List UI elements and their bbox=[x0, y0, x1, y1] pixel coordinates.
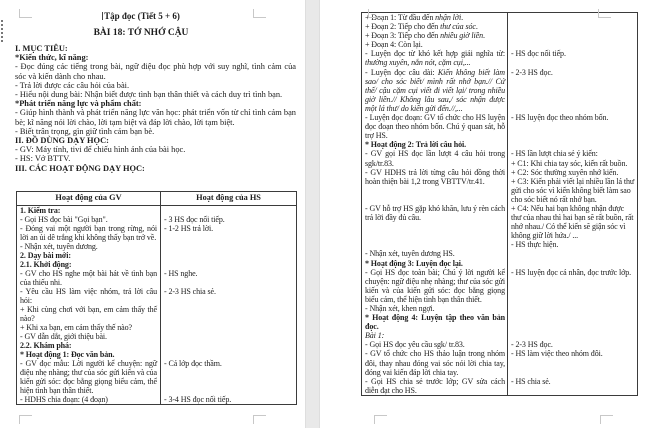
hs-cell bbox=[508, 259, 638, 268]
table-row bbox=[362, 268, 638, 304]
hs-cell bbox=[508, 40, 638, 49]
gv-cell bbox=[362, 68, 508, 113]
text-run: thư của sóc bbox=[440, 22, 476, 32]
cursor-mark bbox=[102, 12, 103, 20]
text-run: 2. Dạy bài mới: bbox=[20, 251, 71, 260]
text-run: - Gọi HS đọc toàn bài; Chú ý lời người kể chuyện: ngữ điệu nhẹ nhàng; thư của sóc gửi kiến và của kiến gửi sóc: đọc bằng giọng biểu cảm, thể hiện tình bạn thân thiết. bbox=[365, 267, 505, 304]
document-page-right bbox=[320, 0, 650, 428]
text-run: - Hiểu nội dung bài: Nhận biết được tình bạn thân thiết và cách duy trì tình bạn. bbox=[15, 90, 283, 100]
hs-cell bbox=[508, 31, 638, 40]
lesson-title-text: Tập đọc (Tiết 5 + 6) bbox=[104, 11, 180, 21]
table-row bbox=[17, 269, 297, 287]
hs-cell bbox=[508, 68, 638, 113]
text-run: - Cả lớp đọc thầm. bbox=[164, 359, 222, 368]
margin-mark bbox=[598, 9, 611, 18]
table-row bbox=[362, 40, 638, 49]
text-run: - HS: Vở BTTV. bbox=[15, 154, 71, 164]
table-row bbox=[362, 140, 638, 149]
margin-mark bbox=[19, 415, 32, 424]
text-run: - 2-3 HS đọc. bbox=[511, 67, 553, 77]
text-run: - Gọi HS đọc yêu cầu sgk/ tr.83. bbox=[365, 340, 465, 350]
hs-cell bbox=[161, 350, 297, 359]
text-run: + Khi xa bạn, em cảm thấy thế nào? bbox=[20, 323, 132, 332]
table-row bbox=[362, 249, 638, 258]
table-row bbox=[362, 113, 638, 140]
table-row bbox=[362, 313, 638, 331]
text-run: - HS nghe. bbox=[164, 269, 198, 278]
paragraph bbox=[20, 206, 157, 215]
hs-cell bbox=[161, 305, 297, 323]
text-run: - GV gọi HS đọc lần lượt 4 câu hỏi trong sgk/tr.83. bbox=[365, 149, 505, 168]
text-run: - Đọc đúng các tiếng trong bài, ngữ điệu đọc phù hợp với suy nghĩ, tình cảm của sóc và kiến dành cho nhau. bbox=[15, 62, 296, 81]
paragraph bbox=[15, 136, 296, 145]
gv-cell bbox=[362, 13, 508, 23]
paragraph bbox=[365, 68, 505, 113]
table-row bbox=[17, 215, 297, 224]
table-row bbox=[17, 305, 297, 323]
paragraph bbox=[15, 145, 296, 154]
paragraph bbox=[511, 268, 635, 277]
paragraph bbox=[164, 395, 293, 404]
text-run: - 1-2 HS trả lời. bbox=[164, 224, 213, 233]
lesson-subtitle: BÀI 18: TỚ NHỚ CẬU bbox=[93, 28, 189, 38]
table-row bbox=[17, 341, 297, 350]
gv-cell bbox=[362, 304, 508, 313]
margin-mark bbox=[368, 9, 381, 18]
paragraph bbox=[20, 350, 157, 359]
lesson-title bbox=[14, 11, 268, 22]
table-row bbox=[17, 224, 297, 242]
text-run: - Yêu cầu HS làm việc nhóm, trả lời câu hỏi: bbox=[20, 287, 157, 305]
text-run: *Kiến thức, kĩ năng: bbox=[15, 53, 89, 63]
hs-cell bbox=[508, 113, 638, 140]
hs-cell bbox=[508, 22, 638, 31]
gv-cell bbox=[17, 215, 161, 224]
text-run: * Hoạt động 1: Đọc văn bản. bbox=[20, 350, 115, 359]
hs-cell bbox=[161, 341, 297, 350]
paragraph bbox=[20, 287, 157, 305]
text-run: . bbox=[482, 31, 485, 41]
table-row bbox=[362, 204, 638, 249]
text-run: - GV hỗ trợ HS gặp khó khăn, lưu ý rèn cách trả lời đầy đủ câu. bbox=[365, 203, 505, 223]
paragraph bbox=[511, 240, 635, 249]
hs-cell bbox=[508, 268, 638, 304]
text-run: * Hoạt động 3: Luyện đọc lại. bbox=[365, 258, 463, 268]
gv-cell bbox=[362, 49, 508, 67]
table-row bbox=[362, 377, 638, 396]
text-run: - HS làm việc theo nhóm đôi. bbox=[511, 349, 603, 359]
gv-cell bbox=[362, 313, 508, 331]
gv-cell bbox=[17, 359, 161, 395]
table-row bbox=[17, 395, 297, 405]
paragraph bbox=[164, 215, 293, 224]
table-row bbox=[362, 49, 638, 67]
hs-cell bbox=[161, 206, 297, 216]
margin-mark bbox=[19, 9, 32, 18]
gv-cell bbox=[362, 168, 508, 204]
text-run: - HS chia sẻ. bbox=[511, 376, 551, 386]
paragraph bbox=[365, 313, 505, 331]
table-row bbox=[362, 340, 638, 349]
gv-cell bbox=[17, 269, 161, 287]
paragraph bbox=[365, 49, 505, 67]
paragraph bbox=[20, 332, 157, 341]
table-row bbox=[17, 323, 297, 332]
hs-cell bbox=[508, 313, 638, 331]
text-run: - Trả lời được các câu hỏi của bài. bbox=[15, 80, 130, 90]
paragraph bbox=[20, 341, 157, 350]
paragraph bbox=[20, 260, 157, 269]
paragraph bbox=[15, 154, 296, 163]
hs-cell bbox=[161, 260, 297, 269]
table-row bbox=[17, 350, 297, 359]
text-run: - 3-4 HS đọc nối tiếp. bbox=[164, 395, 232, 404]
text-run: + Đoạn 1: Từ đầu đến bbox=[365, 13, 436, 22]
paragraph bbox=[365, 304, 505, 313]
gv-cell bbox=[17, 332, 161, 341]
hs-cell bbox=[508, 304, 638, 313]
gv-cell bbox=[362, 113, 508, 140]
table-row bbox=[17, 242, 297, 251]
paragraph bbox=[511, 159, 635, 168]
paragraph bbox=[511, 168, 635, 177]
paragraph bbox=[365, 40, 505, 49]
paragraph bbox=[365, 140, 505, 149]
paragraph bbox=[20, 395, 157, 404]
text-run: nhận lời bbox=[435, 13, 462, 22]
paragraph bbox=[164, 287, 293, 296]
paragraph bbox=[20, 359, 157, 395]
paragraph bbox=[365, 377, 505, 395]
text-run: - 2-3 HS chia sẻ. bbox=[164, 287, 216, 296]
hs-cell bbox=[161, 269, 297, 287]
paragraph bbox=[164, 224, 293, 233]
paragraph bbox=[15, 99, 296, 108]
table-header-row bbox=[17, 192, 297, 206]
paragraph bbox=[365, 259, 505, 268]
table-row bbox=[17, 359, 297, 395]
text-run: + C3: Kiến phải viết lại nhiều lần lá thư gửi cho sóc vì kiến không biết làm sao cho sóc biết nó rất nhớ bạn. bbox=[511, 176, 635, 204]
gv-cell bbox=[17, 242, 161, 251]
text-run: - Gọi HS đọc bài "Gọi bạn". bbox=[20, 215, 108, 224]
hs-cell bbox=[161, 251, 297, 260]
text-run: - HDHS chia đoạn: (4 đoạn) bbox=[20, 395, 108, 404]
text-run: - GV: Máy tính, tivi để chiếu hình ảnh của bài học. bbox=[15, 145, 186, 155]
paragraph bbox=[20, 242, 157, 251]
hs-cell bbox=[508, 331, 638, 340]
hs-cell bbox=[508, 140, 638, 149]
text-run: - 2-3 HS đọc. bbox=[511, 340, 553, 350]
text-run: - Nhận xét, tuyên dương HS. bbox=[365, 249, 455, 259]
text-run: * Hoạt động 2: Trả lời câu hỏi. bbox=[365, 140, 467, 150]
gv-cell bbox=[362, 259, 508, 268]
text-run: - GV HDHS trả lời từng câu hỏi đồng thời hoàn thiện bài 1,2 trong VBTTV/tr.41. bbox=[365, 167, 505, 186]
gv-cell bbox=[17, 305, 161, 323]
text-run: - Nhận xét, tuyên dương. bbox=[20, 242, 98, 251]
table-row bbox=[362, 31, 638, 40]
text-run: * Hoạt động 4: Luyện tập theo văn bản đọc. bbox=[365, 313, 505, 332]
gv-cell bbox=[17, 224, 161, 242]
paragraph bbox=[15, 164, 296, 173]
gv-cell bbox=[17, 395, 161, 405]
text-run: - HS đọc nối tiếp. bbox=[511, 49, 566, 59]
paragraph bbox=[20, 224, 157, 242]
text-run: - 3 HS đọc nối tiếp. bbox=[164, 215, 225, 224]
hs-cell bbox=[508, 13, 638, 23]
text-run: . bbox=[461, 13, 463, 22]
table-row bbox=[362, 259, 638, 268]
text-run: - HS luyện đọc cá nhân, đọc trước lớp. bbox=[511, 267, 632, 277]
paragraph bbox=[365, 340, 505, 349]
hs-cell bbox=[161, 395, 297, 405]
hs-cell bbox=[508, 204, 638, 249]
intro-section bbox=[15, 44, 296, 173]
paragraph bbox=[365, 349, 505, 376]
text-run: nhiều giờ liền bbox=[440, 31, 483, 41]
paragraph bbox=[164, 359, 293, 368]
text-run: 2.2. Khám phá: bbox=[20, 341, 72, 350]
text-run: + C4: Nếu hai bạn không nhận được thư của nhau thì hai bạn sẽ rất buồn, rất nhớ nhau./ Có thể kiến sẽ giận sóc vì không giữ lời hứa./ ... bbox=[511, 203, 634, 241]
table-row bbox=[17, 332, 297, 341]
activities-table-right bbox=[361, 12, 638, 396]
gv-cell bbox=[17, 350, 161, 359]
document-page-left bbox=[0, 0, 305, 428]
text-run: - GV tổ chức cho HS thảo luận trong nhóm đôi, thay nhau đóng vai sóc nói lời chia tay, đóng vai kiến đáp lời chia tay. bbox=[365, 349, 505, 377]
gv-cell bbox=[362, 340, 508, 349]
text-run: + C2: Sóc thường xuyên nhớ kiến. bbox=[511, 167, 619, 177]
text-run: - GV dẫn dắt, giới thiệu bài. bbox=[20, 332, 107, 341]
hs-cell bbox=[161, 242, 297, 251]
table-row bbox=[362, 349, 638, 376]
text-run: - GV cho HS nghe một bài hát về tình bạn của thiếu nhi. bbox=[20, 269, 157, 287]
text-run: + Khi cùng chơi với bạn, em cảm thấy thế nào? bbox=[20, 305, 157, 323]
gv-cell bbox=[362, 22, 508, 31]
text-run: - Luyện đọc từ khó kết hợp giải nghĩa từ: bbox=[365, 49, 505, 59]
gv-cell bbox=[362, 377, 508, 396]
table-row bbox=[362, 331, 638, 340]
paragraph bbox=[15, 108, 296, 126]
text-run: 1. Kiểm tra: bbox=[20, 206, 61, 215]
paragraph bbox=[20, 251, 157, 260]
margin-mark bbox=[253, 9, 266, 18]
text-run: - Gọi HS chia sẻ trước lớp; GV sửa cách diễn đạt cho HS. bbox=[365, 376, 505, 395]
hs-cell bbox=[161, 287, 297, 305]
text-run: - Giúp hình thành và phát triển năng lực văn học: phát triển vốn từ chỉ tình cảm bạn bè; kĩ năng nói lời chào, lời tạm biệt và đáp lời chào, lời tạm biệt. bbox=[15, 108, 296, 127]
text-run: III. CÁC HOẠT ĐỘNG DẠY HỌC: bbox=[15, 163, 145, 173]
text-run: Bài 1: bbox=[365, 331, 385, 341]
hs-cell bbox=[161, 332, 297, 341]
margin-mark bbox=[253, 415, 266, 424]
paragraph bbox=[511, 377, 635, 386]
paragraph bbox=[365, 31, 505, 40]
hs-cell bbox=[161, 224, 297, 242]
text-run: thường xuyên, nắn nót, cặm cụi,... bbox=[365, 58, 471, 68]
margin-mark bbox=[374, 415, 387, 424]
table-row bbox=[362, 68, 638, 113]
paragraph bbox=[365, 149, 505, 167]
hs-cell bbox=[161, 215, 297, 224]
paragraph bbox=[511, 340, 635, 349]
paragraph bbox=[15, 53, 296, 62]
paragraph bbox=[15, 81, 296, 90]
text-run: - Luyện đọc đoạn: GV tổ chức cho HS luyện đọc đoạn theo nhóm bốn. Chú ý quan sát, hỗ trợ HS. bbox=[365, 113, 505, 141]
paragraph bbox=[20, 269, 157, 287]
gv-cell bbox=[17, 323, 161, 332]
table-row bbox=[362, 168, 638, 204]
table-row bbox=[17, 206, 297, 216]
paragraph bbox=[365, 168, 505, 186]
hs-cell bbox=[161, 359, 297, 395]
table-row bbox=[17, 260, 297, 269]
paragraph bbox=[511, 204, 635, 240]
text-run: - Đóng vai một người bạn trong rừng, nói lời an ủi dê trắng khi không thấy bạn trở về. bbox=[20, 224, 157, 242]
paragraph bbox=[365, 13, 505, 22]
gv-cell bbox=[362, 140, 508, 149]
text-run: + Đoạn 2: Tiếp cho đến bbox=[365, 22, 441, 32]
text-run: . bbox=[475, 22, 478, 32]
hs-cell bbox=[508, 377, 638, 396]
text-run: - Biết trân trọng, gìn giữ tình cảm bạn bè. bbox=[15, 126, 155, 136]
gv-cell bbox=[362, 268, 508, 304]
gv-cell bbox=[362, 149, 508, 167]
margin-mark bbox=[600, 415, 613, 424]
gv-cell bbox=[362, 31, 508, 40]
paragraph bbox=[511, 149, 635, 158]
text-run: II. ĐỒ DÙNG DẠY HỌC: bbox=[15, 136, 109, 146]
paragraph bbox=[511, 349, 635, 358]
gv-cell bbox=[17, 206, 161, 216]
text-run: I. MỤC TIÊU: bbox=[15, 44, 68, 53]
text-run: - Nhận xét, khen ngợi. bbox=[365, 304, 435, 313]
gv-cell bbox=[362, 204, 508, 249]
paragraph bbox=[15, 127, 296, 136]
table-row bbox=[362, 13, 638, 23]
paragraph bbox=[20, 215, 157, 224]
hs-cell bbox=[508, 249, 638, 258]
paragraph bbox=[511, 177, 635, 204]
text-run: *Phát triển năng lực và phẩm chất: bbox=[15, 99, 142, 109]
hs-cell bbox=[508, 49, 638, 67]
gv-cell bbox=[362, 249, 508, 258]
hs-cell bbox=[161, 323, 297, 332]
hs-cell bbox=[508, 149, 638, 167]
text-run: + Đoạn 4: Còn lại. bbox=[365, 40, 423, 50]
table-row bbox=[17, 251, 297, 260]
paragraph bbox=[365, 22, 505, 31]
text-run: - HS lần lượt chia sẻ ý kiến: bbox=[511, 149, 598, 159]
paragraph bbox=[20, 323, 157, 332]
activities-table-left bbox=[16, 191, 297, 405]
hs-cell bbox=[508, 340, 638, 349]
text-run: + C1: Khi chia tay sóc, kiến rất buồn. bbox=[511, 158, 628, 168]
text-run: - HS thực hiện. bbox=[511, 240, 559, 250]
gv-cell bbox=[17, 287, 161, 305]
text-run: - HS luyện đọc theo nhóm bốn. bbox=[511, 113, 609, 123]
gv-cell bbox=[362, 331, 508, 340]
paragraph bbox=[511, 49, 635, 58]
paragraph bbox=[15, 62, 296, 80]
paragraph bbox=[164, 269, 293, 278]
text-run: 2.1. Khởi động: bbox=[20, 260, 72, 269]
text-run: - GV đọc mẫu: Lời người kể chuyện: ngữ điệu nhẹ nhàng; thư của sóc gửi kiến và của kiến gửi sóc: đọc bằng giọng biểu cảm, thể hiện tình bạn thân thiết. bbox=[20, 359, 157, 395]
paragraph bbox=[365, 113, 505, 140]
table-row bbox=[17, 287, 297, 305]
paragraph bbox=[365, 331, 505, 340]
paragraph bbox=[365, 204, 505, 222]
paragraph bbox=[365, 268, 505, 304]
paragraph bbox=[15, 44, 296, 53]
gv-cell bbox=[17, 260, 161, 269]
table-row bbox=[362, 149, 638, 167]
paragraph bbox=[365, 249, 505, 258]
gv-cell bbox=[362, 349, 508, 376]
hs-cell bbox=[508, 349, 638, 376]
table-header-hs: Hoạt động của HS bbox=[161, 192, 297, 206]
cursor-dots bbox=[1, 20, 3, 42]
text-run: Kiến không biết làm sao/ cho sóc biết/ mình rất nhớ bạn.// Cứ thế/ cậu cặm cụi viết đi viết lại/ trong nhiều giờ liền.// Không lâu sau,/ sóc nhận được một lá thư/ do kiến gửi đến.//,... bbox=[365, 67, 505, 113]
hs-cell bbox=[508, 168, 638, 204]
text-run: - Luyện đọc câu dài: bbox=[365, 67, 438, 77]
paragraph bbox=[20, 305, 157, 323]
paragraph bbox=[511, 113, 635, 122]
table-row bbox=[362, 22, 638, 31]
gv-cell bbox=[17, 251, 161, 260]
text-run: + Đoạn 3: Tiếp cho đến bbox=[365, 31, 441, 41]
paragraph bbox=[511, 68, 635, 77]
paragraph bbox=[15, 90, 296, 99]
gv-cell bbox=[362, 40, 508, 49]
table-header-gv: Hoạt động của GV bbox=[17, 192, 161, 206]
page-gap bbox=[305, 0, 320, 428]
gv-cell bbox=[17, 341, 161, 350]
table-row bbox=[362, 304, 638, 313]
